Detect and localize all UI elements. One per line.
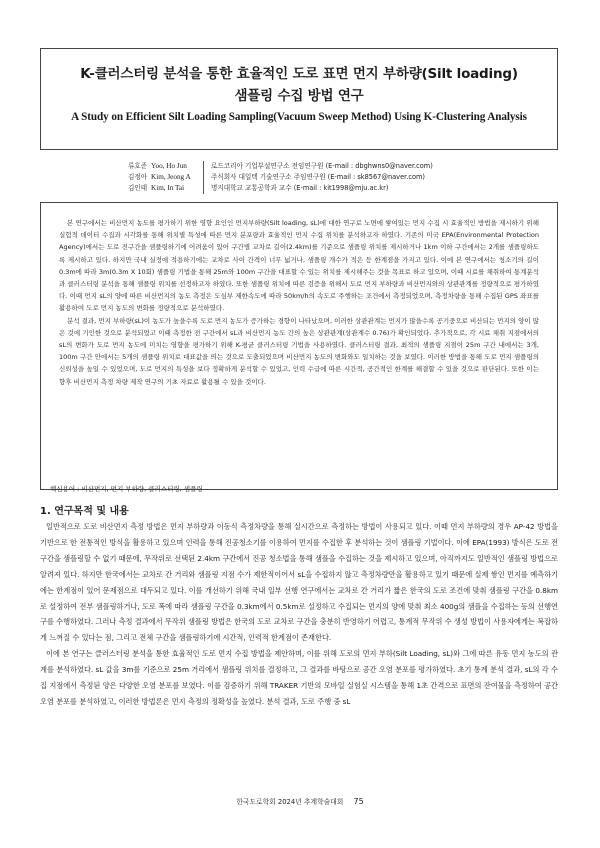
author-list: [128, 161, 528, 194]
author-name-ko: 류호준: [128, 162, 148, 170]
author-name-en: Yoo, Ho Jun: [151, 162, 187, 170]
title-box: [40, 48, 558, 150]
abstract-box: [40, 202, 558, 490]
body-paragraph-2: 이에 본 연구는 클러스터링 분석을 통한 효율적인 도로 먼지 수집 방법을 제안하며, 이를 위해 도로의 먼지 부하(Silt Loading, sL)와 그에 따른 유동 먼지 농도의 관계를 분석하였다. sL 값을 3m를 기준으로 25m 거리에서 샘플링 위치를 결정하고, 그 결과를 바탕으로 공간 오염 분포를 평가하였다. 초기 통계 분석 결과, sL의 각 수집 지점에서 측정된 양은 다양한 오염 분포를 보였다. 이를 검증하기 위해 TRAKER 기반의 모바일 실험실 시스템을 통해 1초 간격으로 표면의 잔여물을 측정하여 공간 오염 분포를 분석하였고, 이러한 방법론은 먼지 측정의 정확성을 높였다. 분석 결과, 도로 주행 중 sL: [40, 649, 558, 706]
conference-name: 한국도로학회 2024년 추계학술대회: [236, 798, 344, 806]
korean-title-line1: K-클러스터링 분석을 통한 효율적인 도로 표면 먼지 부하량(Silt loading): [80, 66, 518, 82]
section-body: [40, 519, 558, 710]
author-row: [128, 172, 528, 183]
section-heading: 1. 연구목적 및 내용: [40, 506, 129, 517]
author-affiliation: 로드코리아 기업부설연구소 전임연구원 (E-mail : dbghwns0@naver.com): [203, 161, 433, 172]
korean-title: [41, 63, 557, 107]
abstract-paragraph-2: 분석 결과, 먼지 부하량(sL)이 농도가 높을수록 도로 먼지 농도가 증가하는 경향이 나타났으며, 이러한 상관관계는 먼지가 많을수록 공기중으로 비산되는 먼지의 양이 많은 것에 기인한 것으로 분석되었고 이때 측정한 전 구간에서 sL과 비산먼지 농도 간의 높은 상관관계(상관계수 0.76)가 확인되었다. 추가적으로, 각 시료 채취 지점에서의 sL의 변화가 도로 먼지 농도에 미치는 영향을 평가하기 위해 K-평균 클러스터링 기법을 사용하였다. 클러스터링 결과, 최적의 샘플링 지점이 25m 구간 내에서는 3개, 100m 구간 안에서는 5개의 샘플링 위치로 대표값을 띄는 것으로 도출되었으며 비산먼지 농도의 변화와도 일치하는 것을 보였다. 이러한 방법을 통해 도로 먼지 샘플링의 신뢰성을 높일 수 있었으며, 도로 먼지의 특성을 보다 정확하게 분석할 수 있었고, 인력 수급에 따른 시간적, 공간적인 한계를 해결할 수 있을 것으로 판단된다. 또한 이는 향후 비산먼지 측정 차량 제작 연구의 기초 자료로 활용될 수 있을 것이다.: [59, 316, 539, 386]
author-affiliation: 명지대학교 교통공학과 교수 (E-mail : kit1998@mju.ac.kr): [203, 183, 388, 194]
author-row: [128, 183, 528, 194]
author-row: [128, 161, 528, 172]
page-number: 75: [353, 797, 364, 806]
abstract-paragraph-1: 본 연구에서는 비산먼지 농도를 평가하기 위한 영향 요인인 먼지부하량(Silt loading, sL)에 대한 연구로 노면에 쌓여있는 먼지 수집 시 효율적인 방법을 제시하기 위해 실험적 데이터 수집과 시각화를 통해 위치별 특성에 따른 먼지 분포량과 효율적인 먼지 수집 위치를 분석하고자 하였다. 기존의 미국 EPA(Environmental Protection Agency)에서는 도로 전구간을 샘플링하기에 어려움이 있어 구간별 교차로 길이(2.4km)를 기준으로 샘플링 위치를 제시하거나 1km 이하 구간에서는 2개를 샘플링하도록 제시하고 있다. 하지만 국내 실정에 적용하기에는 교차로 사이 간격이 너무 넓거나, 샘플링 개수가 적은 등 한계점을 가지고 있다. 이에 본 연구에서는 청소기의 길이 0.3m에 따라 3m(0.3m X 10회) 샘플링 기법을 통해 25m와 100m 구간을 대표할 수 있는 위치를 제시해주는 것을 목표로 하고 있으며, 이때 시료를 채취하여 통계분석과 클러스터링 분석을 통해 샘플링 위치를 선정하고자 하였다. 또한 샘플링 위치에 따른 검증을 위해서 도로 먼지 부하량과 비산먼지와의 상관관계를 정량적으로 평가하였다. 이때 먼지 sL의 양에 따른 비산먼지의 농도 측정은 도심부 제한속도에 따라 50km/h의 속도로 주행하는 조건에서 측정되었으며, 측정차량을 통해 수집된 GPS 좌표를 활용하여 도로 먼지 농도의 변화를 정량적으로 분석하였다.: [59, 219, 539, 313]
english-title: A Study on Efficient Silt Loading Sampling(Vacuum Sweep Method) Using K-Clustering Analysis: [71, 111, 527, 123]
author-name-en: Kim, Jeong A: [151, 173, 191, 181]
author-name-ko: 김인태: [128, 184, 148, 192]
author-name-ko: 김정아: [128, 173, 148, 181]
author-name-en: Kim, In Tai: [151, 184, 185, 192]
author-affiliation: 주식회사 대일텍 기술연구소 주임연구원 (E-mail : sk8567@naver.com): [203, 172, 425, 183]
body-paragraph-1: 일반적으로 도로 비산먼지 측정 방법은 먼지 부하량과 이동식 측정차량을 통해 실시간으로 측정하는 방법이 사용되고 있다. 이때 먼지 부하량의 경우 AP-42 방법을 기반으로 한 전통적인 방식을 활용하고 있으며 인력을 통해 진공청소기를 이용하여 먼지를 수집한 후 분석하는 것이 샘플링 기법이다. 이에 EPA(1993) 방식은 도로 전 구간을 샘플링할 수 없기 때문에, 무작위로 선택된 2.4km 구간에서 진공 청소법을 통해 샘플을 수집하는 것을 제시하고 있으며, 아직까지도 일반적인 샘플링 방법으로 알려져 있다. 하지만 한국에서는 교차로 간 거리와 샘플링 지점 수가 제한적이어서 sL을 수집하지 않고 측정차량만을 활용하고 있기 때문에 실제 쌓인 먼지를 예측하기에는 한계점이 있어 문제점으로 대두되고 있다. 이를 개선하기 위해 국내 일부 선행 연구에서는 교차로 간 거리가 짧은 한국의 도로 조건에 맞춰 샘플링 구간을 0.8km로 설정하여 전부 샘플링하거나, 도로 폭에 따라 샘플링 구간을 0.3km에서 0.5km로 설정하고 수집되는 먼지의 양에 맞춰 최소 400g의 샘플을 수집하는 등의 선행연구를 수행하였다. 그러나 측정 결과에서 무작위 샘플링 방법은 한국의 도로 교차로 구간을 충분히 반영하기 어렵고, 통계적 무작위 수 생성 방법이 사용자에게는 복잡하게 느껴질 수 있다는 점, 그리고 전체 구간을 샘플링하기에 시간적, 인력적 한계점이 존재한다.: [40, 522, 558, 643]
korean-title-line2: 샘플링 수집 방법 연구: [234, 88, 364, 104]
page-footer: [0, 796, 600, 806]
keywords: 핵심용어 : 비산먼지, 먼지 부하량, 클러스터링, 샘플링: [50, 485, 203, 493]
